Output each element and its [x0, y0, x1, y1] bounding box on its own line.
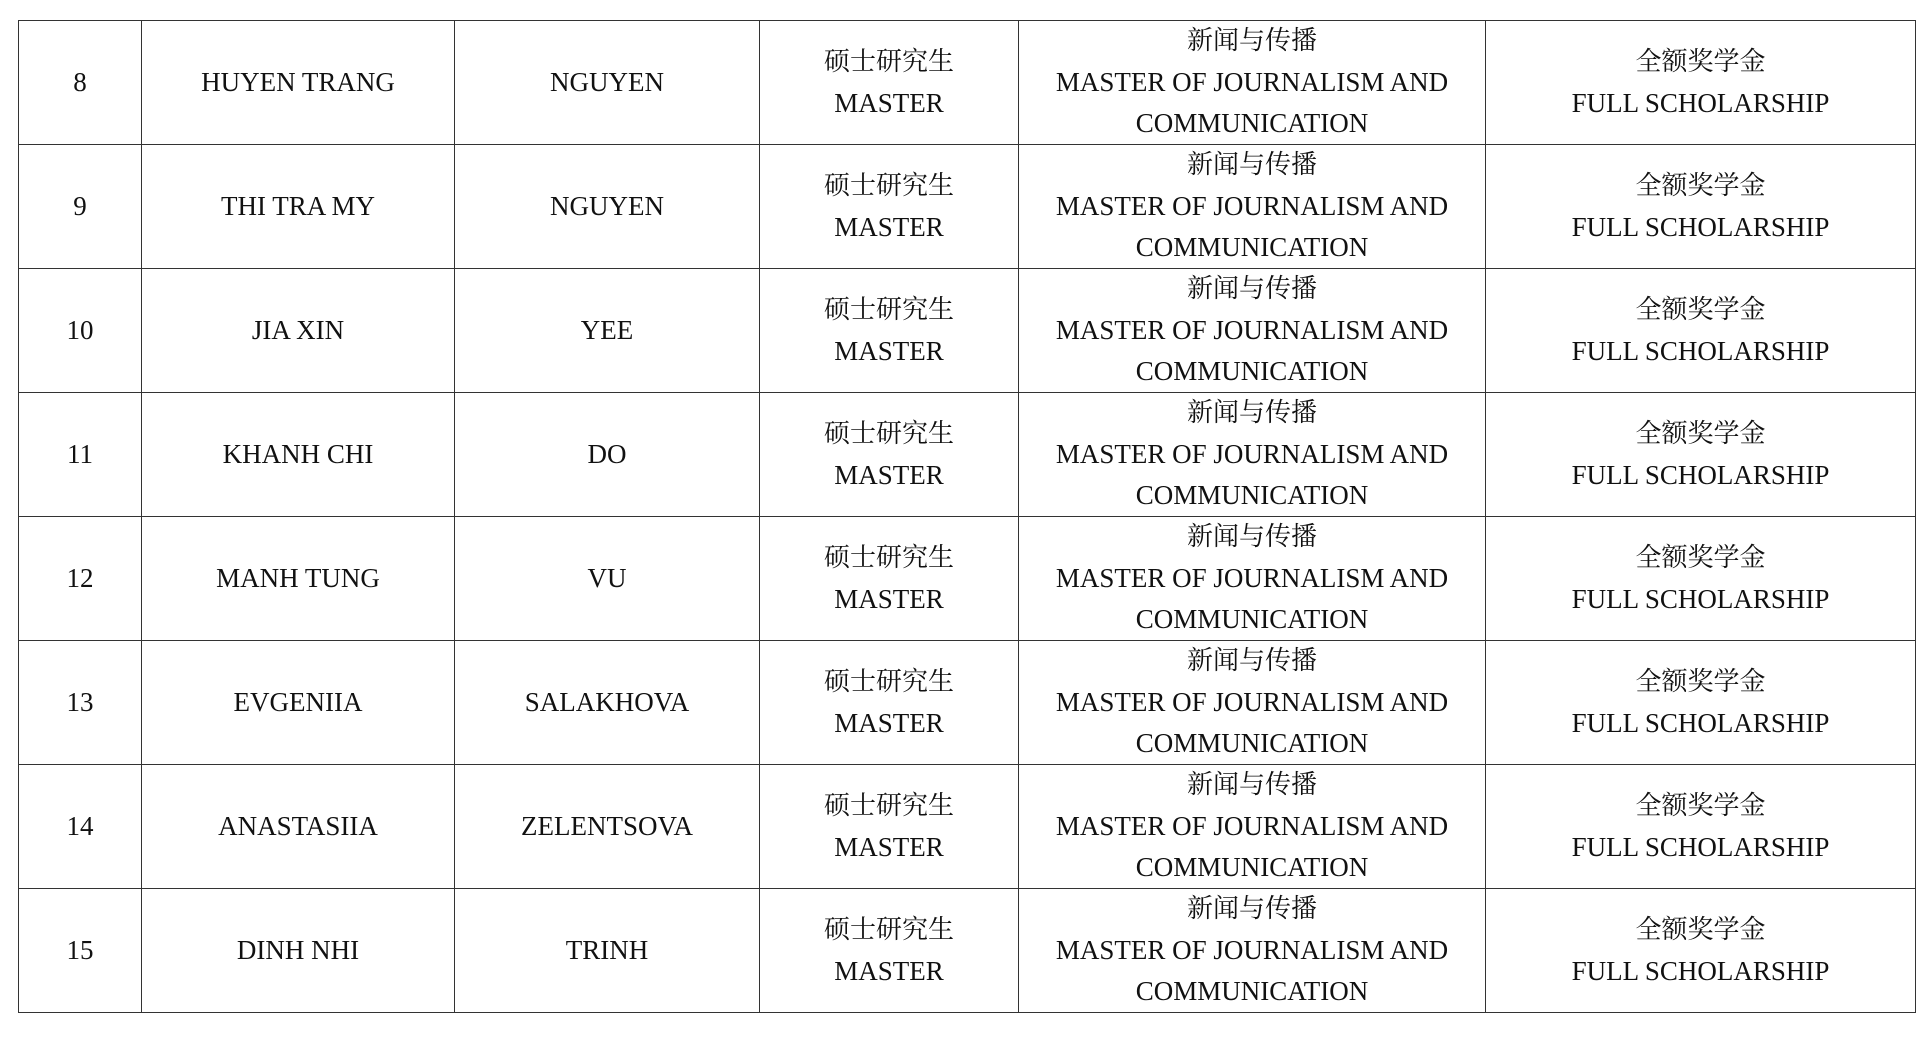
degree-en: MASTER	[834, 955, 944, 986]
degree-cell	[760, 145, 1019, 269]
given-name-cell: HUYEN TRANG	[142, 21, 455, 145]
degree-zh: 硕士研究生	[823, 914, 954, 945]
program-zh: 新闻与传播	[1186, 770, 1317, 800]
scholarship-zh: 全额奖学金	[1635, 914, 1766, 945]
degree-zh: 硕士研究生	[823, 418, 954, 449]
scholarship-roster-table	[18, 20, 1916, 1013]
program-en-line-1: MASTER OF JOURNALISM AND	[1055, 191, 1449, 221]
scholarship-cell	[1486, 889, 1916, 1013]
scholarship-cell	[1486, 145, 1916, 269]
row-number-cell: 15	[19, 889, 142, 1013]
degree-en: MASTER	[834, 335, 944, 366]
program-cell	[1019, 145, 1486, 269]
scholarship-zh: 全额奖学金	[1635, 790, 1766, 821]
program-en-line-1: MASTER OF JOURNALISM AND	[1055, 315, 1449, 345]
program-zh: 新闻与传播	[1186, 274, 1317, 304]
degree-cell	[760, 393, 1019, 517]
row-number-cell: 12	[19, 517, 142, 641]
program-en-line-1: MASTER OF JOURNALISM AND	[1055, 67, 1449, 97]
degree-zh: 硕士研究生	[823, 542, 954, 573]
program-en-line-1: MASTER OF JOURNALISM AND	[1055, 439, 1449, 469]
degree-cell	[760, 517, 1019, 641]
scholarship-cell	[1486, 765, 1916, 889]
scholarship-zh: 全额奖学金	[1635, 170, 1766, 201]
given-name-cell: ANASTASIIA	[142, 765, 455, 889]
given-name-cell: EVGENIIA	[142, 641, 455, 765]
program-cell	[1019, 765, 1486, 889]
degree-cell	[760, 765, 1019, 889]
given-name-cell: DINH NHI	[142, 889, 455, 1013]
program-en-line-2: COMMUNICATION	[1135, 356, 1369, 386]
scholarship-zh: 全额奖学金	[1635, 542, 1766, 573]
table-row	[19, 889, 1916, 1013]
program-cell	[1019, 21, 1486, 145]
surname-cell: TRINH	[455, 889, 760, 1013]
scholarship-zh: 全额奖学金	[1635, 418, 1766, 449]
surname-cell: YEE	[455, 269, 760, 393]
row-number-cell: 8	[19, 21, 142, 145]
degree-en: MASTER	[834, 831, 944, 862]
scholarship-cell	[1486, 641, 1916, 765]
surname-cell: ZELENTSOVA	[455, 765, 760, 889]
table-row	[19, 145, 1916, 269]
row-number-cell: 13	[19, 641, 142, 765]
scholarship-en: FULL SCHOLARSHIP	[1571, 831, 1830, 862]
degree-zh: 硕士研究生	[823, 170, 954, 201]
scholarship-cell	[1486, 517, 1916, 641]
program-cell	[1019, 269, 1486, 393]
program-cell	[1019, 393, 1486, 517]
table-row	[19, 765, 1916, 889]
table-row	[19, 641, 1916, 765]
degree-en: MASTER	[834, 459, 944, 490]
program-en-line-2: COMMUNICATION	[1135, 480, 1369, 510]
given-name-cell: MANH TUNG	[142, 517, 455, 641]
program-zh: 新闻与传播	[1186, 646, 1317, 676]
table-row	[19, 517, 1916, 641]
table-row	[19, 269, 1916, 393]
degree-cell	[760, 889, 1019, 1013]
scholarship-en: FULL SCHOLARSHIP	[1571, 583, 1830, 614]
degree-zh: 硕士研究生	[823, 666, 954, 697]
program-en-line-2: COMMUNICATION	[1135, 232, 1369, 262]
program-en-line-2: COMMUNICATION	[1135, 604, 1369, 634]
degree-en: MASTER	[834, 211, 944, 242]
program-zh: 新闻与传播	[1186, 894, 1317, 924]
program-en-line-2: COMMUNICATION	[1135, 976, 1369, 1006]
program-en-line-2: COMMUNICATION	[1135, 728, 1369, 758]
surname-cell: DO	[455, 393, 760, 517]
program-cell	[1019, 889, 1486, 1013]
scholarship-en: FULL SCHOLARSHIP	[1571, 211, 1830, 242]
surname-cell: SALAKHOVA	[455, 641, 760, 765]
degree-zh: 硕士研究生	[823, 790, 954, 821]
program-zh: 新闻与传播	[1186, 26, 1317, 56]
given-name-cell: JIA XIN	[142, 269, 455, 393]
scholarship-en: FULL SCHOLARSHIP	[1571, 459, 1830, 490]
row-number-cell: 11	[19, 393, 142, 517]
scholarship-cell	[1486, 21, 1916, 145]
program-zh: 新闻与传播	[1186, 398, 1317, 428]
surname-cell: VU	[455, 517, 760, 641]
degree-zh: 硕士研究生	[823, 294, 954, 325]
scholarship-cell	[1486, 393, 1916, 517]
degree-cell	[760, 21, 1019, 145]
program-en-line-2: COMMUNICATION	[1135, 108, 1369, 138]
scholarship-zh: 全额奖学金	[1635, 294, 1766, 325]
scholarship-en: FULL SCHOLARSHIP	[1571, 707, 1830, 738]
scholarship-zh: 全额奖学金	[1635, 46, 1766, 77]
row-number-cell: 14	[19, 765, 142, 889]
program-cell	[1019, 517, 1486, 641]
given-name-cell: KHANH CHI	[142, 393, 455, 517]
degree-zh: 硕士研究生	[823, 46, 954, 77]
program-en-line-1: MASTER OF JOURNALISM AND	[1055, 811, 1449, 841]
row-number-cell: 10	[19, 269, 142, 393]
given-name-cell: THI TRA MY	[142, 145, 455, 269]
degree-en: MASTER	[834, 87, 944, 118]
table-row	[19, 21, 1916, 145]
surname-cell: NGUYEN	[455, 21, 760, 145]
row-number-cell: 9	[19, 145, 142, 269]
table-row	[19, 393, 1916, 517]
degree-cell	[760, 641, 1019, 765]
roster-table-body	[19, 21, 1916, 1013]
scholarship-en: FULL SCHOLARSHIP	[1571, 335, 1830, 366]
program-en-line-1: MASTER OF JOURNALISM AND	[1055, 563, 1449, 593]
scholarship-en: FULL SCHOLARSHIP	[1571, 87, 1830, 118]
degree-cell	[760, 269, 1019, 393]
surname-cell: NGUYEN	[455, 145, 760, 269]
scholarship-cell	[1486, 269, 1916, 393]
degree-en: MASTER	[834, 707, 944, 738]
program-en-line-1: MASTER OF JOURNALISM AND	[1055, 935, 1449, 965]
program-cell	[1019, 641, 1486, 765]
program-en-line-2: COMMUNICATION	[1135, 852, 1369, 882]
program-zh: 新闻与传播	[1186, 150, 1317, 180]
program-en-line-1: MASTER OF JOURNALISM AND	[1055, 687, 1449, 717]
program-zh: 新闻与传播	[1186, 522, 1317, 552]
scholarship-en: FULL SCHOLARSHIP	[1571, 955, 1830, 986]
degree-en: MASTER	[834, 583, 944, 614]
scholarship-zh: 全额奖学金	[1635, 666, 1766, 697]
